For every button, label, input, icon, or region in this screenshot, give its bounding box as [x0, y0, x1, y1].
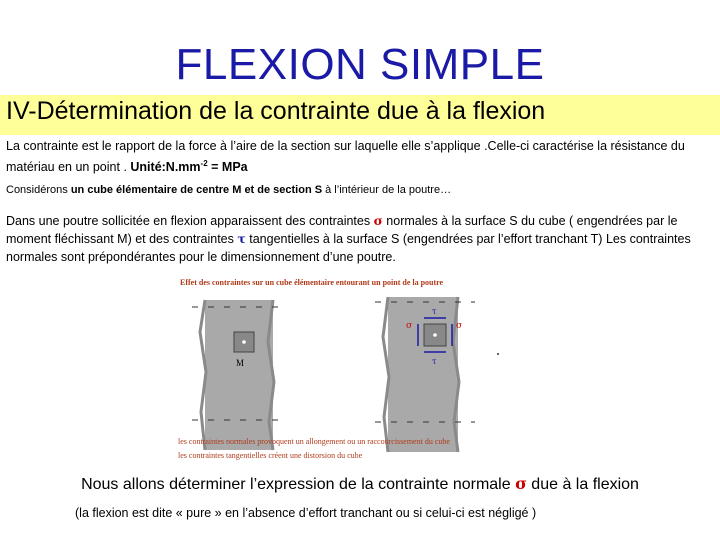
svg-text:τ: τ — [432, 357, 437, 366]
figure-caption: Effet des contraintes sur un cube élémentaire entourant un point de la poutre — [180, 278, 444, 287]
point-m-label: M — [236, 358, 245, 368]
stress-paragraph: Dans une poutre sollicitée en flexion apparaissent des contraintes σ normales à la surface S du cube ( engendrées par le moment fléchissant M) et des contraintes τ tangentielles à la surface S (engendrées par l’effort tranchant T) Les contraintes normales sont prépondérantes pour le dimensionnement d’une poutre. — [6, 213, 691, 264]
svg-text:σ: σ — [456, 321, 463, 331]
pure-bending-note: (la flexion est dite « pure » en l’absence d’effort tranchant ou si celui-ci est négligé ) — [75, 506, 537, 520]
left-beam — [205, 300, 273, 450]
intro-paragraph: La contrainte est le rapport de la force à l’aire de la section sur laquelle elle s’applique .Celle-ci caractérise la résistance du matériau en un point . $Unité:N.mm^{-2}$ = MPa — [6, 139, 685, 175]
conclusion-text: Nous allons déterminer l’expression de la contrainte normale σ due à la flexion — [81, 474, 639, 493]
section-heading: IV-Détermination de la contrainte due à la flexion — [6, 97, 546, 125]
svg-text:σ: σ — [406, 321, 413, 331]
consider-paragraph: Considérons un cube élémentaire de centre M et de section S à l’intérieur de la poutre… — [6, 184, 452, 196]
tau-symbol: τ — [237, 231, 246, 246]
svg-text:τ: τ — [432, 307, 437, 316]
sigma-symbol: σ — [373, 213, 383, 228]
figure-note-tangential: les contraintes tangentielles créent une distorsion du cube — [178, 451, 363, 460]
slide-title: FLEXION SIMPLE — [175, 40, 545, 89]
figure-note-normal: les contraintes normales provoquent un allongement ou un raccourcissement du cube — [178, 437, 450, 446]
right-beam — [388, 297, 458, 452]
sigma-symbol-conclusion: σ — [515, 474, 527, 493]
